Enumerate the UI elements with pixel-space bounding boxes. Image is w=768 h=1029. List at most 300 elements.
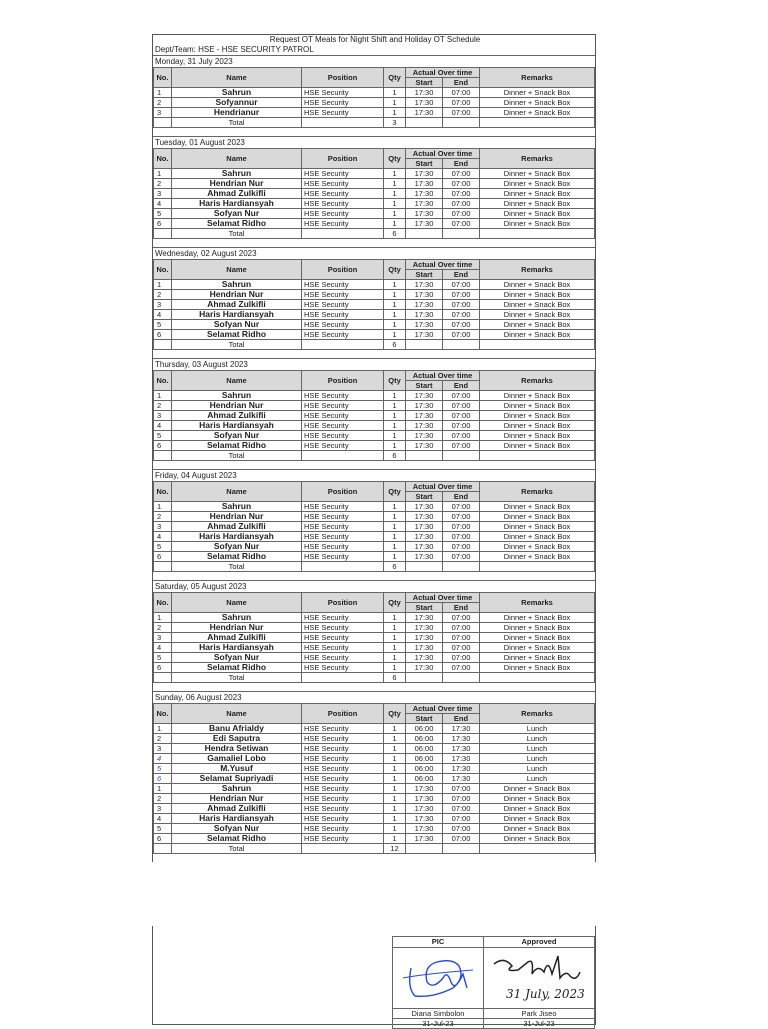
row-qty: 1 (384, 421, 406, 431)
row-name: Hendrian Nur (172, 401, 302, 411)
row-end: 07:00 (443, 209, 480, 219)
row-remarks: Dinner + Snack Box (480, 653, 595, 663)
row-name: Hendrian Nur (172, 179, 302, 189)
col-remarks: Remarks (480, 68, 595, 88)
row-position: HSE Security (302, 663, 384, 673)
table-row (154, 108, 595, 118)
row-remarks: Dinner + Snack Box (480, 431, 595, 441)
section-gap (153, 854, 595, 862)
approver-name: Park Jiseo (484, 1009, 595, 1019)
pic-signature (393, 948, 483, 1006)
table-row (154, 754, 595, 764)
col-no: No. (154, 371, 172, 391)
row-no: 3 (154, 804, 172, 814)
row-remarks: Dinner + Snack Box (480, 179, 595, 189)
row-qty: 1 (384, 401, 406, 411)
row-qty: 1 (384, 824, 406, 834)
row-remarks: Dinner + Snack Box (480, 391, 595, 401)
col-end: End (443, 492, 480, 502)
row-no: 1 (154, 169, 172, 179)
row-start: 17:30 (406, 834, 443, 844)
row-name: Hendrian Nur (172, 794, 302, 804)
row-qty: 1 (384, 441, 406, 451)
table-row (154, 734, 595, 744)
row-start: 17:30 (406, 108, 443, 118)
row-position: HSE Security (302, 784, 384, 794)
row-position: HSE Security (302, 169, 384, 179)
row-no: 6 (154, 441, 172, 451)
row-start: 17:30 (406, 784, 443, 794)
row-no: 1 (154, 784, 172, 794)
col-qty: Qty (384, 260, 406, 280)
section-gap (153, 572, 595, 580)
table-row (154, 512, 595, 522)
table-row (154, 431, 595, 441)
col-start: Start (406, 381, 443, 391)
pic-name: Diana Simbolon (393, 1009, 484, 1019)
row-remarks: Dinner + Snack Box (480, 814, 595, 824)
row-no: 5 (154, 824, 172, 834)
row-start: 06:00 (406, 744, 443, 754)
day-table (153, 67, 595, 128)
row-no: 4 (154, 643, 172, 653)
row-position: HSE Security (302, 834, 384, 844)
row-end: 07:00 (443, 804, 480, 814)
row-no: 6 (154, 834, 172, 844)
row-name: Haris Hardiansyah (172, 532, 302, 542)
pic-label: PIC (393, 937, 484, 948)
row-name: Haris Hardiansyah (172, 421, 302, 431)
row-name: Selamat Ridho (172, 834, 302, 844)
row-position: HSE Security (302, 310, 384, 320)
row-remarks: Dinner + Snack Box (480, 209, 595, 219)
row-remarks: Dinner + Snack Box (480, 794, 595, 804)
row-start: 17:30 (406, 633, 443, 643)
row-no: 4 (154, 532, 172, 542)
row-start: 17:30 (406, 814, 443, 824)
section-gap (153, 683, 595, 691)
table-row (154, 391, 595, 401)
row-start: 17:30 (406, 522, 443, 532)
row-no: 5 (154, 764, 172, 774)
col-start: Start (406, 492, 443, 502)
row-start: 17:30 (406, 209, 443, 219)
col-qty: Qty (384, 704, 406, 724)
table-row (154, 88, 595, 98)
row-position: HSE Security (302, 421, 384, 431)
col-name: Name (172, 149, 302, 169)
row-start: 17:30 (406, 179, 443, 189)
day-date: Friday, 04 August 2023 (153, 469, 595, 481)
col-actual-overtime: Actual Over time (406, 482, 480, 492)
row-position: HSE Security (302, 804, 384, 814)
row-end: 07:00 (443, 169, 480, 179)
row-start: 17:30 (406, 552, 443, 562)
row-no: 6 (154, 219, 172, 229)
row-end: 07:00 (443, 401, 480, 411)
row-no: 5 (154, 209, 172, 219)
row-qty: 1 (384, 754, 406, 764)
row-qty: 1 (384, 734, 406, 744)
row-start: 17:30 (406, 411, 443, 421)
row-name: Hendrian Nur (172, 512, 302, 522)
row-no: 6 (154, 552, 172, 562)
pic-signature-box (393, 948, 484, 1009)
row-name: Gamaliel Lobo (172, 754, 302, 764)
col-position: Position (302, 704, 384, 724)
col-remarks: Remarks (480, 149, 595, 169)
row-end: 07:00 (443, 502, 480, 512)
row-end: 07:00 (443, 330, 480, 340)
table-row (154, 784, 595, 794)
row-name: Haris Hardiansyah (172, 199, 302, 209)
col-remarks: Remarks (480, 704, 595, 724)
total-row (154, 340, 595, 350)
row-position: HSE Security (302, 280, 384, 290)
row-position: HSE Security (302, 613, 384, 623)
row-end: 07:00 (443, 532, 480, 542)
row-qty: 1 (384, 784, 406, 794)
row-end: 07:00 (443, 88, 480, 98)
table-row (154, 532, 595, 542)
total-label: Total (172, 118, 302, 128)
row-qty: 1 (384, 300, 406, 310)
table-row (154, 774, 595, 784)
row-remarks: Dinner + Snack Box (480, 824, 595, 834)
total-qty: 6 (384, 229, 406, 239)
approver-signature-box (484, 948, 595, 1009)
row-qty: 1 (384, 532, 406, 542)
row-position: HSE Security (302, 431, 384, 441)
col-actual-overtime: Actual Over time (406, 704, 480, 714)
row-qty: 1 (384, 804, 406, 814)
row-end: 07:00 (443, 300, 480, 310)
row-remarks: Dinner + Snack Box (480, 421, 595, 431)
total-qty: 6 (384, 340, 406, 350)
row-position: HSE Security (302, 532, 384, 542)
row-qty: 1 (384, 98, 406, 108)
row-remarks: Dinner + Snack Box (480, 411, 595, 421)
col-start: Start (406, 714, 443, 724)
row-name: Haris Hardiansyah (172, 814, 302, 824)
col-name: Name (172, 704, 302, 724)
row-remarks: Dinner + Snack Box (480, 613, 595, 623)
row-qty: 1 (384, 522, 406, 532)
row-name: Sofyan Nur (172, 542, 302, 552)
row-name: Sofyannur (172, 98, 302, 108)
row-remarks: Dinner + Snack Box (480, 552, 595, 562)
row-remarks: Dinner + Snack Box (480, 310, 595, 320)
row-name: Selamat Supriyadi (172, 774, 302, 784)
row-position: HSE Security (302, 411, 384, 421)
row-name: Selamat Ridho (172, 441, 302, 451)
row-name: Selamat Ridho (172, 219, 302, 229)
total-qty: 3 (384, 118, 406, 128)
row-end: 07:00 (443, 189, 480, 199)
row-end: 07:00 (443, 219, 480, 229)
row-remarks: Lunch (480, 764, 595, 774)
row-qty: 1 (384, 542, 406, 552)
row-end: 17:30 (443, 744, 480, 754)
row-start: 17:30 (406, 663, 443, 673)
row-no: 3 (154, 411, 172, 421)
row-remarks: Dinner + Snack Box (480, 522, 595, 532)
row-remarks: Dinner + Snack Box (480, 512, 595, 522)
total-row (154, 229, 595, 239)
row-end: 07:00 (443, 431, 480, 441)
row-end: 07:00 (443, 512, 480, 522)
row-position: HSE Security (302, 330, 384, 340)
row-position: HSE Security (302, 502, 384, 512)
total-row (154, 844, 595, 854)
row-end: 17:30 (443, 764, 480, 774)
row-position: HSE Security (302, 643, 384, 653)
row-end: 07:00 (443, 824, 480, 834)
table-row (154, 320, 595, 330)
table-row (154, 330, 595, 340)
col-end: End (443, 714, 480, 724)
row-no: 3 (154, 300, 172, 310)
row-no: 5 (154, 431, 172, 441)
row-qty: 1 (384, 552, 406, 562)
row-name: Sahrun (172, 502, 302, 512)
approved-label: Approved (484, 937, 595, 948)
row-no: 6 (154, 330, 172, 340)
row-qty: 1 (384, 320, 406, 330)
row-position: HSE Security (302, 290, 384, 300)
row-name: Selamat Ridho (172, 330, 302, 340)
row-name: Sahrun (172, 391, 302, 401)
row-no: 4 (154, 310, 172, 320)
col-remarks: Remarks (480, 593, 595, 613)
row-start: 17:30 (406, 189, 443, 199)
approver-signature (484, 948, 594, 1006)
row-remarks: Dinner + Snack Box (480, 290, 595, 300)
pic-date: 31-Jul-23 (393, 1019, 484, 1029)
table-row (154, 179, 595, 189)
table-row (154, 764, 595, 774)
row-end: 17:30 (443, 734, 480, 744)
col-actual-overtime: Actual Over time (406, 68, 480, 78)
section-gap (153, 461, 595, 469)
row-qty: 1 (384, 431, 406, 441)
row-position: HSE Security (302, 199, 384, 209)
row-start: 17:30 (406, 300, 443, 310)
col-name: Name (172, 482, 302, 502)
row-start: 17:30 (406, 804, 443, 814)
col-start: Start (406, 159, 443, 169)
row-end: 17:30 (443, 724, 480, 734)
row-remarks: Dinner + Snack Box (480, 834, 595, 844)
row-no: 5 (154, 542, 172, 552)
row-qty: 1 (384, 774, 406, 784)
row-position: HSE Security (302, 633, 384, 643)
row-name: Ahmad Zulkifli (172, 300, 302, 310)
day-table (153, 592, 595, 683)
row-qty: 1 (384, 169, 406, 179)
row-position: HSE Security (302, 794, 384, 804)
row-end: 07:00 (443, 320, 480, 330)
col-no: No. (154, 149, 172, 169)
row-end: 07:00 (443, 98, 480, 108)
row-qty: 1 (384, 209, 406, 219)
row-end: 07:00 (443, 391, 480, 401)
section-gap (153, 239, 595, 247)
total-row (154, 673, 595, 683)
row-position: HSE Security (302, 320, 384, 330)
col-end: End (443, 159, 480, 169)
row-start: 17:30 (406, 542, 443, 552)
table-row (154, 824, 595, 834)
table-row (154, 663, 595, 673)
row-start: 17:30 (406, 824, 443, 834)
row-end: 07:00 (443, 633, 480, 643)
table-row (154, 209, 595, 219)
row-end: 17:30 (443, 754, 480, 764)
row-name: Selamat Ridho (172, 552, 302, 562)
row-qty: 1 (384, 512, 406, 522)
day-date: Saturday, 05 August 2023 (153, 580, 595, 592)
row-no: 1 (154, 391, 172, 401)
row-start: 17:30 (406, 431, 443, 441)
table-row (154, 290, 595, 300)
row-no: 2 (154, 401, 172, 411)
row-remarks: Lunch (480, 744, 595, 754)
row-name: Sahrun (172, 88, 302, 98)
day-date: Sunday, 06 August 2023 (153, 691, 595, 703)
col-no: No. (154, 482, 172, 502)
table-row (154, 613, 595, 623)
table-row (154, 633, 595, 643)
col-remarks: Remarks (480, 371, 595, 391)
table-row (154, 552, 595, 562)
row-end: 07:00 (443, 552, 480, 562)
col-position: Position (302, 482, 384, 502)
row-qty: 1 (384, 411, 406, 421)
day-table (153, 703, 595, 854)
row-remarks: Dinner + Snack Box (480, 804, 595, 814)
row-qty: 1 (384, 623, 406, 633)
row-remarks: Dinner + Snack Box (480, 108, 595, 118)
row-qty: 1 (384, 391, 406, 401)
row-qty: 1 (384, 764, 406, 774)
row-start: 17:30 (406, 290, 443, 300)
row-position: HSE Security (302, 653, 384, 663)
row-position: HSE Security (302, 391, 384, 401)
row-qty: 1 (384, 814, 406, 824)
table-row (154, 310, 595, 320)
table-row (154, 280, 595, 290)
row-start: 17:30 (406, 219, 443, 229)
row-start: 17:30 (406, 280, 443, 290)
row-position: HSE Security (302, 401, 384, 411)
col-no: No. (154, 704, 172, 724)
table-row (154, 189, 595, 199)
row-no: 3 (154, 522, 172, 532)
row-name: Hendrian Nur (172, 290, 302, 300)
row-name: Sahrun (172, 280, 302, 290)
row-qty: 1 (384, 613, 406, 623)
row-start: 17:30 (406, 623, 443, 633)
table-row (154, 441, 595, 451)
row-name: Sofyan Nur (172, 431, 302, 441)
table-row (154, 744, 595, 754)
table-row (154, 623, 595, 633)
row-name: Sahrun (172, 169, 302, 179)
row-end: 07:00 (443, 421, 480, 431)
row-no: 2 (154, 794, 172, 804)
row-position: HSE Security (302, 542, 384, 552)
day-table (153, 370, 595, 461)
row-position: HSE Security (302, 441, 384, 451)
col-qty: Qty (384, 68, 406, 88)
row-position: HSE Security (302, 734, 384, 744)
row-no: 2 (154, 179, 172, 189)
day-date: Monday, 31 July 2023 (153, 55, 595, 67)
row-remarks: Dinner + Snack Box (480, 300, 595, 310)
row-start: 17:30 (406, 643, 443, 653)
row-remarks: Dinner + Snack Box (480, 502, 595, 512)
total-label: Total (172, 340, 302, 350)
table-row (154, 542, 595, 552)
row-no: 1 (154, 88, 172, 98)
row-end: 07:00 (443, 784, 480, 794)
row-position: HSE Security (302, 88, 384, 98)
row-no: 2 (154, 623, 172, 633)
total-label: Total (172, 562, 302, 572)
row-remarks: Dinner + Snack Box (480, 320, 595, 330)
row-no: 2 (154, 290, 172, 300)
row-qty: 1 (384, 653, 406, 663)
col-start: Start (406, 603, 443, 613)
section-gap (153, 128, 595, 136)
row-start: 17:30 (406, 320, 443, 330)
row-qty: 1 (384, 834, 406, 844)
row-remarks: Dinner + Snack Box (480, 330, 595, 340)
row-qty: 1 (384, 744, 406, 754)
col-qty: Qty (384, 482, 406, 502)
row-end: 07:00 (443, 643, 480, 653)
signoff-table (392, 936, 595, 1029)
table-row (154, 502, 595, 512)
row-no: 3 (154, 189, 172, 199)
row-name: Hendra Setiwan (172, 744, 302, 754)
col-start: Start (406, 78, 443, 88)
row-position: HSE Security (302, 824, 384, 834)
row-position: HSE Security (302, 108, 384, 118)
col-position: Position (302, 371, 384, 391)
row-name: Edi Saputra (172, 734, 302, 744)
row-start: 06:00 (406, 764, 443, 774)
row-remarks: Dinner + Snack Box (480, 199, 595, 209)
row-position: HSE Security (302, 552, 384, 562)
row-no: 2 (154, 512, 172, 522)
row-no: 1 (154, 613, 172, 623)
row-end: 07:00 (443, 310, 480, 320)
row-name: Haris Hardiansyah (172, 310, 302, 320)
signoff-section (152, 926, 596, 1028)
col-actual-overtime: Actual Over time (406, 593, 480, 603)
row-name: Ahmad Zulkifli (172, 522, 302, 532)
row-start: 17:30 (406, 169, 443, 179)
row-name: Banu Afrialdy (172, 724, 302, 734)
row-no: 4 (154, 199, 172, 209)
day-date: Thursday, 03 August 2023 (153, 358, 595, 370)
row-name: Sofyan Nur (172, 209, 302, 219)
col-actual-overtime: Actual Over time (406, 149, 480, 159)
row-position: HSE Security (302, 300, 384, 310)
row-position: HSE Security (302, 764, 384, 774)
